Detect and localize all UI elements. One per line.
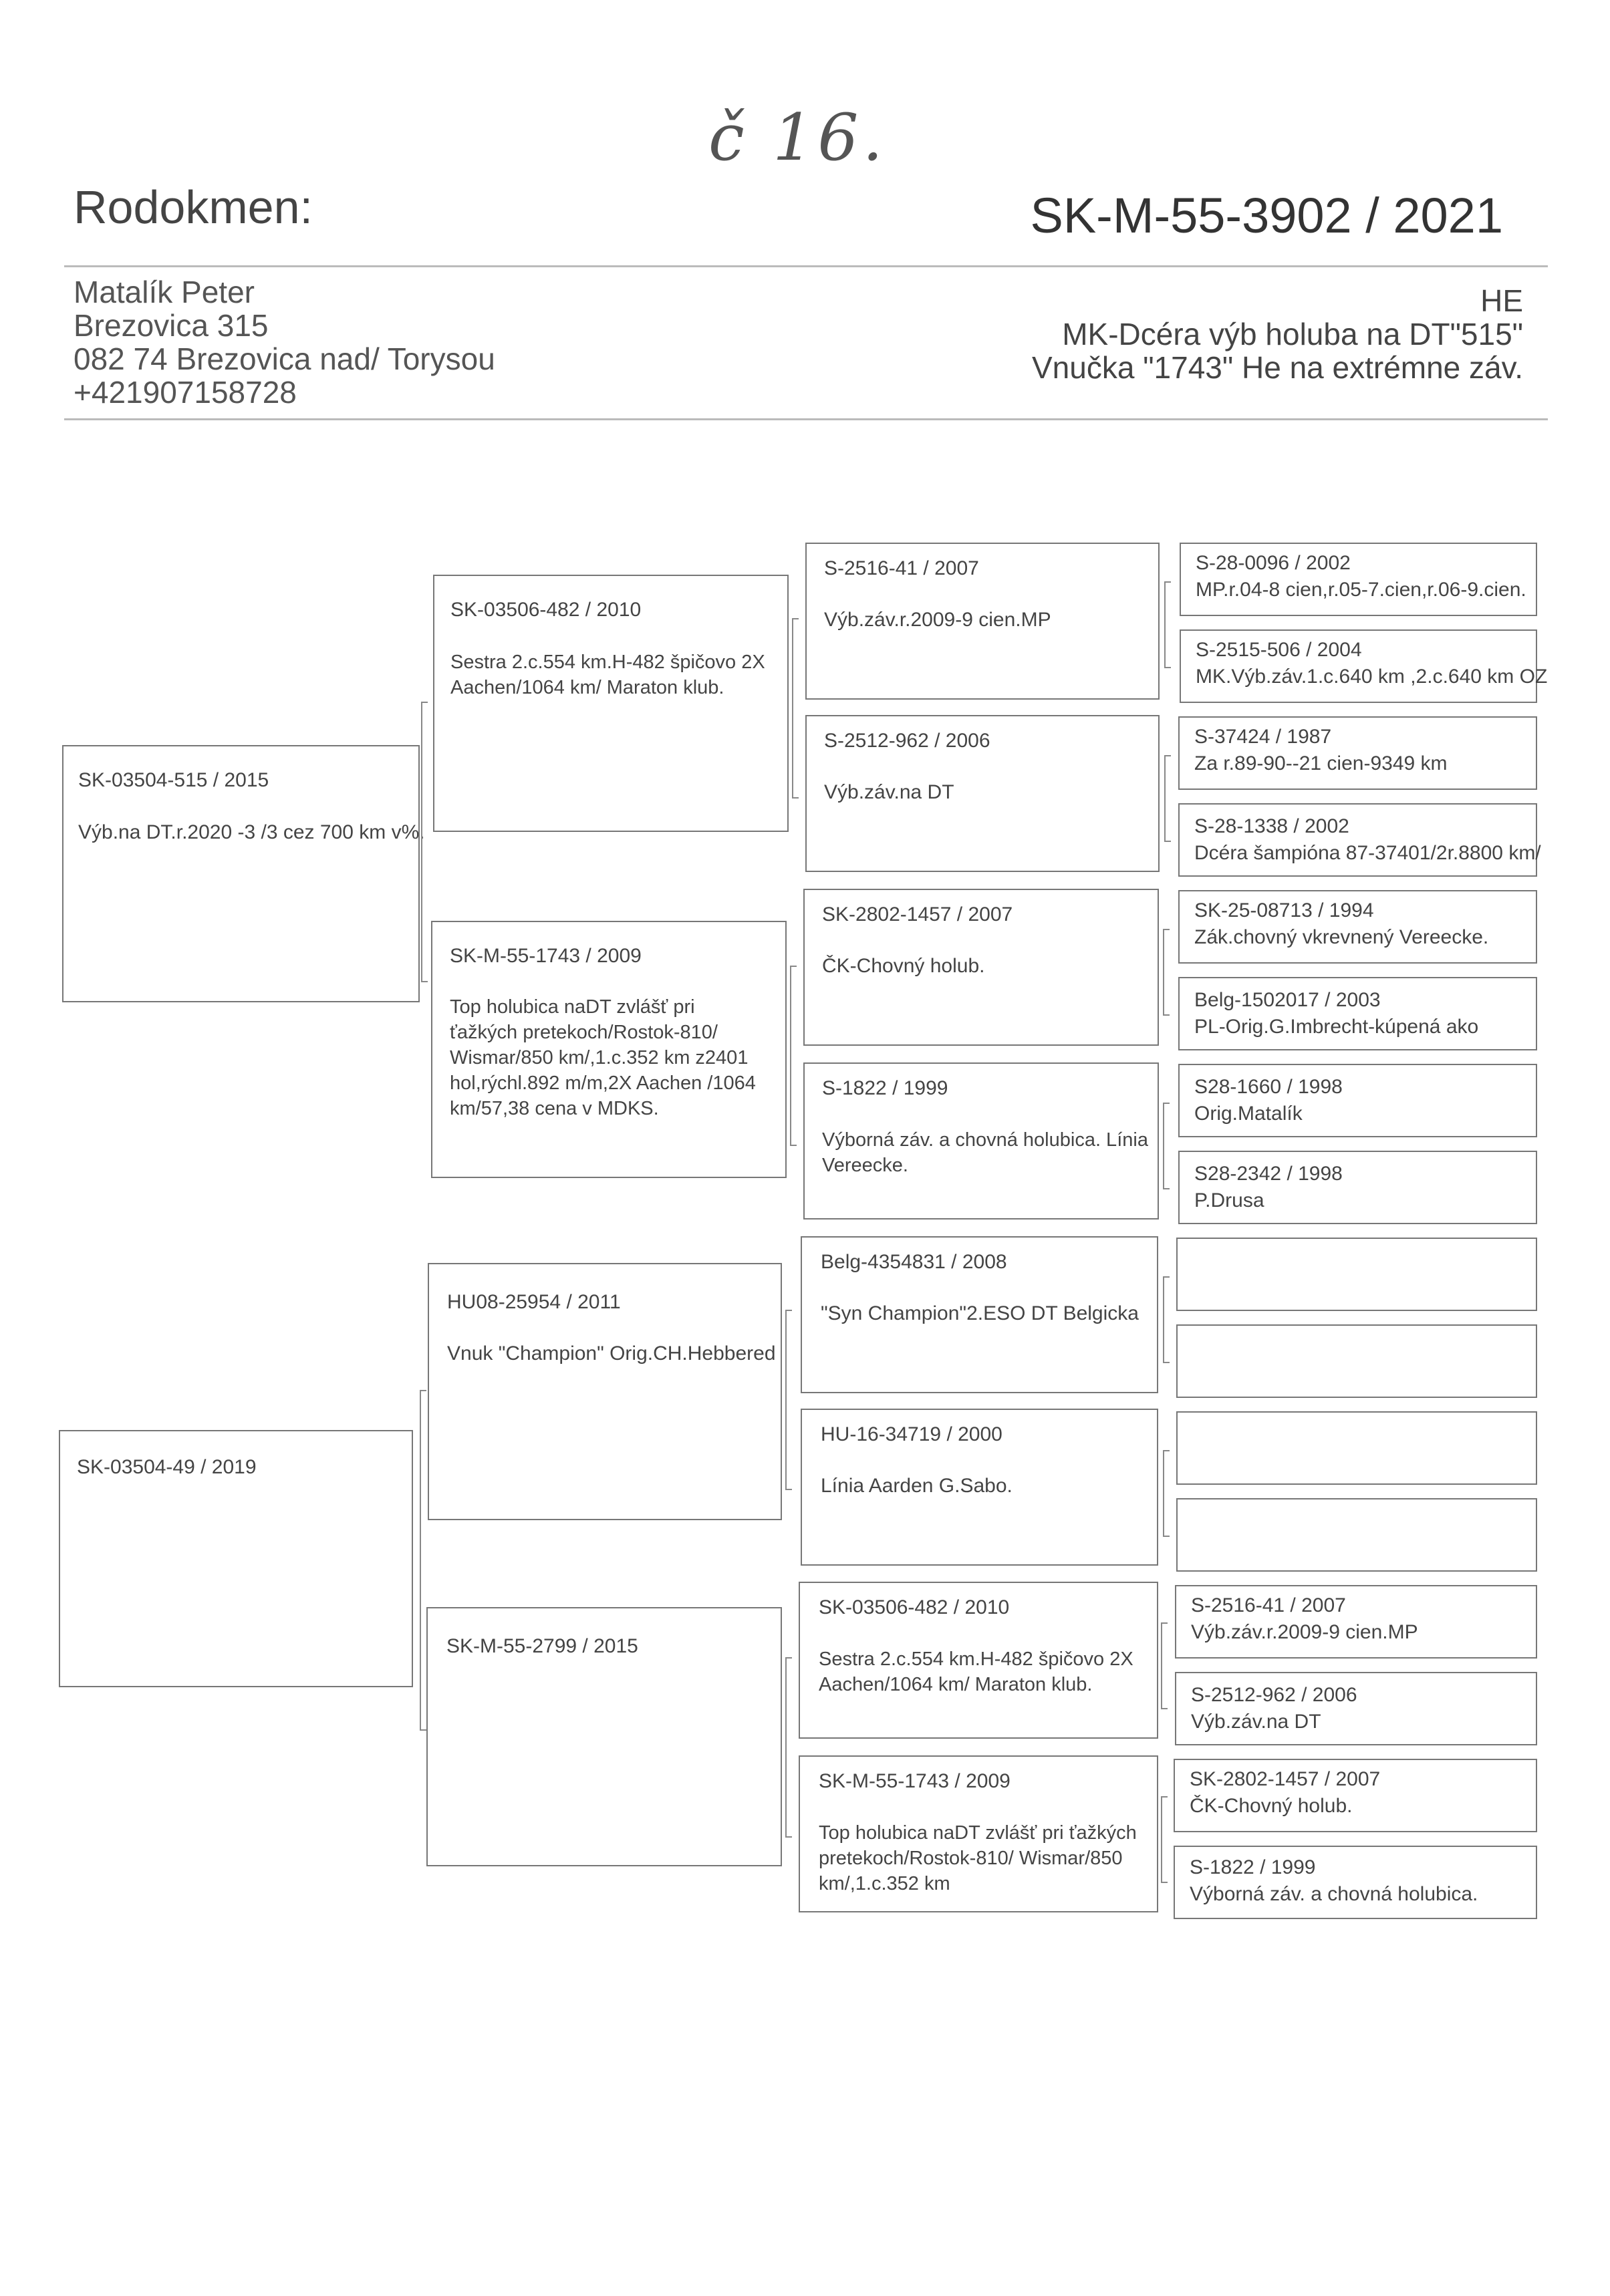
pedigree-box-gen4-3	[1178, 716, 1537, 790]
gen4-note: Za r.89-90--21 cien-9349 km	[1194, 752, 1448, 774]
gen4-ring: SK-25-08713 / 1994	[1194, 899, 1374, 921]
pedigree-box-gen3-2	[805, 715, 1160, 872]
bird-line1: MK-Dcéra výb holuba na DT"515"	[1062, 317, 1523, 351]
pedigree-box-gen3-6	[801, 1409, 1158, 1566]
gen3-note: Sestra 2.c.554 km.H-482 špičovo 2X Aachen/1064 km/ Maraton klub.	[819, 1648, 1133, 1695]
gen4-note: PL-Orig.G.Imbrecht-kúpená ako	[1194, 1016, 1479, 1038]
gen4-ring: S-1822 / 1999	[1190, 1856, 1316, 1878]
gen3-note: ČK-Chovný holub.	[822, 955, 985, 977]
fm-note: Top holubica naDT zvlášť pri ťažkých pretekoch/Rostok-810/ Wismar/850 km/,1.c.352 km z2401 hol,rýchl.892 m/m,2X Aachen /1064 km/57,38 cena v MDKS.	[450, 996, 756, 1119]
connector	[785, 1657, 792, 1838]
pedigree-box-fm	[431, 921, 787, 1178]
handwritten-note: č 16.	[708, 100, 887, 175]
gen4-ring: S-28-1338 / 2002	[1194, 815, 1349, 837]
gen3-ring: S-2516-41 / 2007	[824, 557, 979, 579]
connector	[421, 702, 428, 982]
gen4-note: Dcéra šampióna 87-37401/2r.8800 km/	[1194, 842, 1541, 864]
bird-sex: HE	[1480, 283, 1523, 318]
gen3-ring: SK-2802-1457 / 2007	[822, 903, 1013, 925]
connector	[790, 966, 797, 1146]
gen3-note: "Syn Champion"2.ESO DT Belgicka	[821, 1302, 1139, 1324]
pedigree-box-mf	[428, 1263, 782, 1520]
mf-note: Vnuk "Champion" Orig.CH.Hebbered	[447, 1342, 776, 1365]
pedigree-box-gen4-7	[1178, 1064, 1537, 1137]
father-ring: SK-03504-515 / 2015	[78, 769, 269, 791]
connector	[785, 1310, 792, 1490]
pedigree-box-gen4-15	[1174, 1759, 1537, 1832]
pedigree-box-gen4-12	[1176, 1498, 1537, 1572]
pedigree-box-gen3-7	[799, 1582, 1158, 1739]
pedigree-box-mother	[59, 1430, 413, 1687]
pedigree-box-gen4-5	[1178, 890, 1537, 964]
gen4-note: Výb.záv.na DT	[1191, 1711, 1321, 1733]
pedigree-box-gen4-6	[1178, 977, 1537, 1050]
gen4-note: Orig.Matalík	[1194, 1103, 1303, 1125]
gen3-note: Top holubica naDT zvlášť pri ťažkých pretekoch/Rostok-810/ Wismar/850 km/,1.c.352 km	[819, 1822, 1137, 1894]
connector	[1163, 1450, 1170, 1537]
pedigree-box-gen4-16	[1174, 1846, 1537, 1919]
page-title: Rodokmen:	[74, 181, 313, 233]
connector	[1163, 1276, 1170, 1363]
gen4-note: Výborná záv. a chovná holubica.	[1190, 1883, 1478, 1905]
ff-ring: SK-03506-482 / 2010	[450, 599, 642, 621]
connector	[1161, 1622, 1168, 1709]
fm-ring: SK-M-55-1743 / 2009	[450, 945, 642, 967]
pedigree-box-gen4-8	[1178, 1151, 1537, 1224]
owner-block	[74, 275, 495, 409]
owner-city: 082 74 Brezovica nad/ Torysou	[74, 341, 495, 376]
gen4-ring: Belg-1502017 / 2003	[1194, 989, 1381, 1011]
gen4-ring: S-2516-41 / 2007	[1191, 1594, 1346, 1616]
pedigree-box-mm	[426, 1607, 782, 1866]
gen3-ring: HU-16-34719 / 2000	[821, 1423, 1002, 1445]
gen4-ring: SK-2802-1457 / 2007	[1190, 1768, 1381, 1790]
gen4-note: MP.r.04-8 cien,r.05-7.cien,r.06-9.cien.	[1196, 579, 1526, 601]
header-divider-top	[64, 265, 1548, 267]
bird-ring-number: SK-M-55-3902 / 2021	[1030, 188, 1503, 243]
pedigree-box-gen4-14	[1175, 1672, 1537, 1745]
gen4-ring: S-28-0096 / 2002	[1196, 552, 1351, 574]
gen3-ring: SK-M-55-1743 / 2009	[819, 1770, 1011, 1792]
gen4-note: P.Drusa	[1194, 1189, 1264, 1211]
gen4-ring: S-37424 / 1987	[1194, 726, 1332, 748]
gen4-ring: S-2515-506 / 2004	[1196, 639, 1362, 661]
connector	[1163, 929, 1170, 1016]
gen3-note: Línia Aarden G.Sabo.	[821, 1475, 1013, 1497]
pedigree-box-gen3-5	[801, 1236, 1158, 1393]
pedigree-box-gen4-1	[1180, 543, 1537, 616]
header-divider-bottom	[64, 418, 1548, 420]
pedigree-box-gen4-2	[1180, 629, 1548, 703]
connector	[1164, 581, 1171, 668]
gen3-ring: SK-03506-482 / 2010	[819, 1596, 1010, 1618]
mf-ring: HU08-25954 / 2011	[447, 1291, 621, 1313]
mother-ring: SK-03504-49 / 2019	[77, 1456, 257, 1478]
bird-info	[1032, 284, 1523, 384]
gen3-ring: S-2512-962 / 2006	[824, 730, 990, 752]
connector	[1163, 1103, 1170, 1189]
pedigree-box-gen4-11	[1176, 1411, 1537, 1485]
pedigree-box-gen4-13	[1175, 1585, 1537, 1659]
pedigree-box-gen4-10	[1176, 1324, 1537, 1398]
pedigree-box-father	[62, 745, 425, 1002]
connector	[420, 1390, 426, 1731]
gen4-note: ČK-Chovný holub.	[1190, 1795, 1353, 1817]
connector	[1164, 755, 1171, 842]
pedigree-box-gen3-4	[803, 1062, 1159, 1219]
pedigree-box-ff	[433, 575, 789, 832]
owner-phone: +421907158728	[74, 375, 297, 410]
gen3-ring: Belg-4354831 / 2008	[821, 1251, 1007, 1273]
gen3-note: Výb.záv.na DT	[824, 781, 954, 803]
owner-name: Matalík Peter	[74, 275, 255, 309]
bird-line2: Vnučka "1743" He na extrémne záv.	[1032, 350, 1523, 385]
gen3-note: Výborná záv. a chovná holubica. Línia Vereecke.	[822, 1129, 1148, 1176]
mm-ring: SK-M-55-2799 / 2015	[446, 1635, 638, 1657]
pedigree-box-gen3-3	[803, 889, 1159, 1046]
gen4-note: MK.Výb.záv.1.c.640 km ,2.c.640 km OZ	[1196, 666, 1548, 688]
gen4-ring: S28-1660 / 1998	[1194, 1076, 1343, 1098]
gen4-note: Zák.chovný vkrevnený Vereecke.	[1194, 926, 1489, 948]
gen4-note: Výb.záv.r.2009-9 cien.MP	[1191, 1621, 1418, 1643]
father-note: Výb.na DT.r.2020 -3 /3 cez 700 km v%.	[78, 821, 425, 843]
gen3-ring: S-1822 / 1999	[822, 1077, 948, 1099]
connector	[1161, 1796, 1168, 1883]
pedigree-box-gen4-4	[1178, 803, 1541, 877]
pedigree-box-gen3-8	[799, 1755, 1158, 1912]
connector	[792, 618, 799, 799]
pedigree-box-gen3-1	[805, 543, 1160, 700]
owner-street: Brezovica 315	[74, 308, 269, 343]
ff-note: Sestra 2.c.554 km.H-482 špičovo 2X Aachen/1064 km/ Maraton klub.	[450, 652, 765, 698]
gen4-ring: S28-2342 / 1998	[1194, 1163, 1343, 1185]
gen3-note: Výb.záv.r.2009-9 cien.MP	[824, 609, 1051, 631]
gen4-ring: S-2512-962 / 2006	[1191, 1684, 1357, 1706]
pedigree-box-gen4-9	[1176, 1238, 1537, 1311]
